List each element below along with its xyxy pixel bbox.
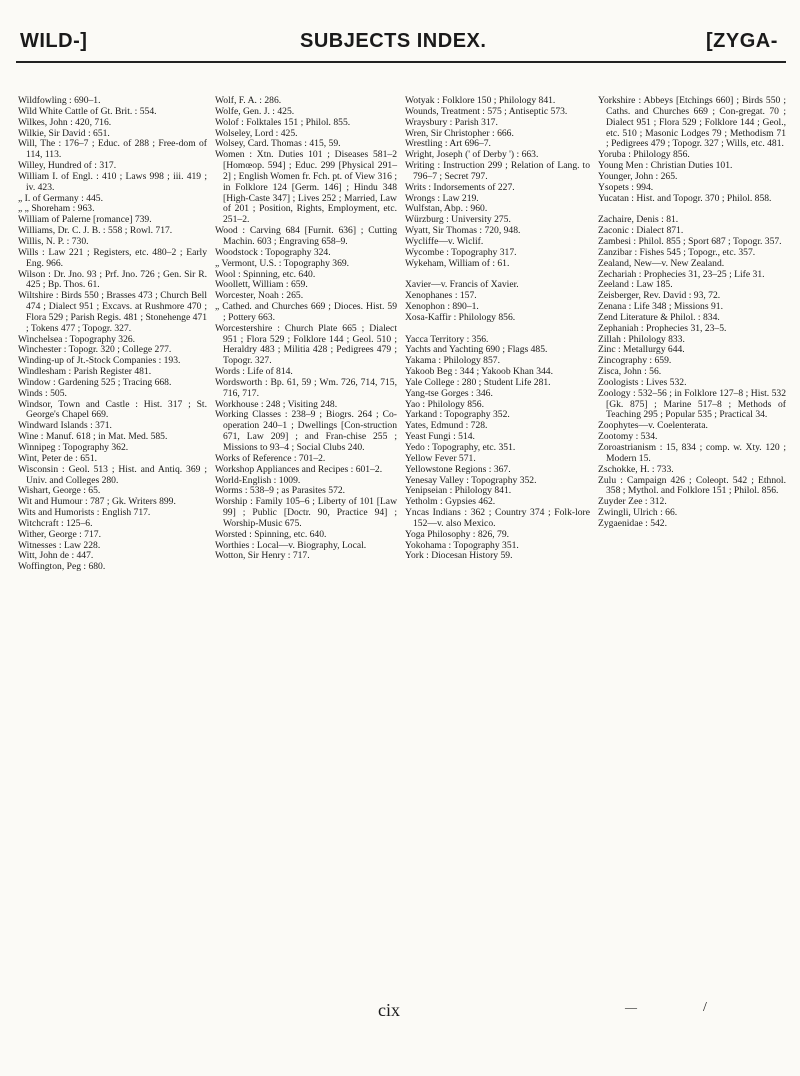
- index-entry: Wounds, Treatment : 575 ; Antiseptic 573.: [405, 105, 568, 117]
- index-entry: Wyatt, Sir Thomas : 720, 948.: [405, 225, 521, 237]
- index-entry: Woffington, Peg : 680.: [18, 561, 106, 573]
- index-entry: Wills : Law 221 ; Registers, etc. 480–2 ; Early Eng. 966.: [18, 246, 207, 269]
- index-entry: Wool : Spinning, etc. 640.: [215, 268, 316, 280]
- index-entry: Yedo : Topography, etc. 351.: [405, 442, 516, 453]
- index-entry: Zaconic : Dialect 871.: [598, 225, 684, 237]
- index-entry: Yakama : Philology 857.: [405, 355, 500, 367]
- index-entry: Windward Islands : 371.: [18, 420, 112, 432]
- index-columns: [18, 96, 786, 573]
- index-entry: Yellow Fever 571.: [405, 452, 476, 464]
- index-entry: Wild White Cattle of Gt. Brit. : 554.: [18, 105, 157, 117]
- index-column-3: [401, 96, 594, 573]
- index-entry: Woollett, William : 659.: [215, 279, 308, 291]
- index-entry: Yeast Fungi : 514.: [405, 431, 475, 443]
- index-entry: Wulfstan, Abp. : 960.: [405, 203, 488, 215]
- index-entry: Zulu : Campaign 426 ; Coleopt. 542 ; Ethnol. 358 ; Mythol. and Folklore 151 ; Philol. 856.: [598, 474, 786, 497]
- index-entry: Woodstock : Topography 324.: [215, 246, 331, 258]
- index-column-1: [18, 96, 211, 573]
- footer-mark-slash: /: [703, 1000, 707, 1015]
- index-entry: Zinc : Metallurgy 644.: [598, 344, 685, 356]
- footer-mark-dash: —: [625, 1000, 637, 1014]
- index-entry: Yenesay Valley : Topography 352.: [405, 474, 537, 486]
- index-entry: Wither, George : 717.: [18, 528, 101, 540]
- index-entry: Zincography : 659.: [598, 355, 672, 367]
- index-entry: Wood : Carving 684 [Furnit. 636] ; Cutting Machin. 603 ; Engraving 658–9.: [215, 225, 397, 247]
- index-entry: Wit and Humour : 787 ; Gk. Writers 899.: [18, 496, 176, 508]
- index-entry: Wotyak : Folklore 150 ; Philology 841.: [405, 96, 556, 106]
- index-entry: Workhouse : 248 ; Visiting 248.: [215, 398, 338, 410]
- index-entry: Wint, Peter de : 651.: [18, 452, 98, 464]
- index-entry: Words : Life of 814.: [215, 366, 293, 378]
- index-entry: Yoruba : Philology 856.: [598, 149, 690, 161]
- index-entry: Zoologists : Lives 532.: [598, 376, 687, 388]
- index-entry: Worthies : Local—v. Biography, Local.: [215, 539, 367, 551]
- index-entry: Zisca, John : 56.: [598, 366, 662, 378]
- index-entry: Winnipeg : Topography 362.: [18, 442, 129, 453]
- index-entry: Writing : Instruction 299 ; Relation of Lang. to 796–7 ; Secret 797.: [405, 160, 590, 182]
- index-entry: Wykeham, William of : 61.: [405, 257, 510, 269]
- header-title: SUBJECTS INDEX.: [300, 30, 487, 52]
- index-entry: Winchelsea : Topography 326.: [18, 333, 136, 345]
- index-entry: Worcester, Noah : 265.: [215, 290, 304, 302]
- index-entry: Yang-tse Gorges : 346.: [405, 387, 493, 399]
- index-entry: Wolof : Folktales 151 ; Philol. 855.: [215, 116, 351, 128]
- header-left-catchword: WILD-]: [20, 30, 88, 52]
- index-entry: Working Classes : 238–9 ; Biogrs. 264 ; Co-operation 240–1 ; Dwellings [Con-struction 671, Law 209] ; and Fran-chise 255 ; Missions to 93–4 ; Social Clubs 240.: [215, 409, 397, 453]
- index-entry: Wisconsin : Geol. 513 ; Hist. and Antiq. 369 ; Univ. and Colleges 280.: [18, 463, 207, 486]
- index-entry: Zygaenidae : 542.: [598, 517, 667, 529]
- index-entry: Yachts and Yachting 690 ; Flags 485.: [405, 344, 548, 356]
- index-entry: William I. of Engl. : 410 ; Laws 998 ; iii. 419 ; iv. 423.: [18, 170, 207, 193]
- index-entry: Young Men : Christian Duties 101.: [598, 160, 733, 172]
- index-entry: Yenipseian : Philology 841.: [405, 485, 512, 497]
- index-entry: Zschokke, H. : 733.: [598, 463, 674, 475]
- index-entry: Zillah : Philology 833.: [598, 333, 685, 345]
- index-entry: Zealand, New—v. New Zealand.: [598, 257, 725, 269]
- running-header: [0, 0, 800, 60]
- index-entry: Wycliffe—v. Wiclif.: [405, 235, 484, 247]
- index-entry: Wishart, George : 65.: [18, 485, 101, 497]
- index-entry: Zuyder Zee : 312.: [598, 496, 667, 508]
- index-entry: Xenophon : 890–1.: [405, 301, 479, 313]
- index-entry: Willis, N. P. : 730.: [18, 235, 89, 247]
- index-entry: Yokohama : Topography 351.: [405, 539, 519, 551]
- index-entry: Wren, Sir Christopher : 666.: [405, 127, 514, 139]
- index-entry: Zachaire, Denis : 81.: [598, 214, 679, 226]
- index-entry: Wycombe : Topography 317.: [405, 246, 517, 258]
- index-entry: Witchcraft : 125–6.: [18, 517, 93, 529]
- index-entry: Witt, John de : 447.: [18, 550, 94, 562]
- index-entry: Yacca Territory : 356.: [405, 333, 489, 345]
- index-entry: Yates, Edmund : 728.: [405, 420, 488, 432]
- index-entry: Willey, Hundred of : 317.: [18, 160, 117, 172]
- index-entry: Window : Gardening 525 ; Tracing 668.: [18, 376, 172, 388]
- index-entry: Wiltshire : Birds 550 ; Brasses 473 ; Church Bell 474 ; Dialect 951 ; Excavs. at Rushmore 470 ; Flora 529 ; Parish Regis. 481 ; Stonehenge 471 ; Tokens 477 ; Topogr. 327.: [18, 290, 207, 334]
- index-entry: Worsted : Spinning, etc. 640.: [215, 528, 327, 540]
- index-entry: Works of Reference : 701–2.: [215, 452, 326, 464]
- index-entry: Writs : Indorsements of 227.: [405, 181, 515, 193]
- index-entry: Williams, Dr. C. J. B. : 558 ; Rowl. 717.: [18, 225, 173, 237]
- index-entry: Yale College : 280 ; Student Life 281.: [405, 376, 551, 388]
- index-entry: Yellowstone Regions : 367.: [405, 463, 511, 475]
- index-entry: Wildfowling : 690–1.: [18, 96, 101, 106]
- index-entry: Zoophytes—v. Coelenterata.: [598, 420, 708, 432]
- index-entry: Wilkes, John : 420, 716.: [18, 116, 112, 128]
- index-entry: Worms : 538–9 ; as Parasites 572.: [215, 485, 346, 497]
- index-entry: Workshop Appliances and Recipes : 601–2.: [215, 463, 383, 475]
- index-entry: Windlesham : Parish Register 481.: [18, 366, 152, 378]
- index-entry: Zanzibar : Fishes 545 ; Topogr., etc. 357.: [598, 246, 756, 258]
- header-rule: [16, 61, 786, 63]
- index-entry: „ I. of Germany : 445.: [18, 192, 103, 204]
- index-entry: „ „ Shoreham : 963.: [18, 203, 95, 215]
- index-entry: Xavier—v. Francis of Xavier.: [405, 279, 519, 291]
- index-entry: Wolsey, Card. Thomas : 415, 59.: [215, 138, 341, 150]
- index-entry: Zambesi : Philol. 855 ; Sport 687 ; Topogr. 357.: [598, 235, 782, 247]
- index-entry: Zenana : Life 348 ; Missions 91.: [598, 301, 723, 313]
- index-entry: Ysopets : 994.: [598, 181, 654, 193]
- index-entry: Wolfe, Gen. J. : 425.: [215, 105, 295, 117]
- index-entry: Xenophanes : 157.: [405, 290, 477, 302]
- index-entry: Zwingli, Ulrich : 66.: [598, 507, 678, 519]
- index-entry: Yakoob Beg : 344 ; Yakoob Khan 344.: [405, 366, 554, 378]
- index-entry: Wraysbury : Parish 317.: [405, 116, 498, 128]
- index-entry: Zoology : 532–56 ; in Folklore 127–8 ; Hist. 532 [Gk. 875] ; Marine 517–8 ; Methods of Teaching 295 ; Popular 535 ; Practical 34.: [598, 387, 786, 421]
- index-entry: Wine : Manuf. 618 ; in Mat. Med. 585.: [18, 431, 168, 443]
- index-entry: Yao : Philology 856.: [405, 398, 484, 410]
- index-entry: Worship : Family 105–6 ; Liberty of 101 [Law 99] ; Public [Doctr. 90, Practice 94] ; Worship-Music 675.: [215, 496, 397, 529]
- index-entry: Wolseley, Lord : 425.: [215, 127, 298, 139]
- index-entry: Zeisberger, Rev. David : 93, 72.: [598, 290, 721, 302]
- index-entry: Zephaniah : Prophecies 31, 23–5.: [598, 322, 727, 334]
- index-entry: Xosa-Kaffir : Philology 856.: [405, 311, 516, 323]
- index-entry: Wits and Humorists : English 717.: [18, 507, 151, 519]
- index-entry: Yucatan : Hist. and Topogr. 370 ; Philol. 858.: [598, 192, 772, 204]
- header-right-catchword: [ZYGA-: [706, 30, 778, 52]
- index-entry: Zootomy : 534.: [598, 431, 658, 443]
- index-entry: York : Diocesan History 59.: [405, 550, 513, 562]
- index-entry: Women : Xtn. Duties 101 ; Diseases 581–2 [Homœop. 594] ; Educ. 299 [Physical 291–2] ; English Women fr. Fch. pt. of View 316 ; in Folklore 124 [Germ. 146] ; Hindu 348 [High-Caste 347] ; Lives 252 ; Married, Law of 201 ; Position, Rights, Employment, etc. 251–2.: [215, 149, 397, 226]
- index-entry: Wilkie, Sir David : 651.: [18, 127, 110, 139]
- index-entry: William of Palerne [romance] 739.: [18, 214, 152, 226]
- page-number: cix: [378, 1000, 400, 1020]
- index-entry: Winding-up of Jt.-Stock Companies : 193.: [18, 355, 181, 367]
- index-entry: Windsor, Town and Castle : Hist. 317 ; St. George's Chapel 669.: [18, 398, 207, 421]
- index-entry: Wilson : Dr. Jno. 93 ; Prf. Jno. 726 ; Gen. Sir R. 425 ; Bp. Thos. 61.: [18, 268, 207, 291]
- index-entry: Younger, John : 265.: [598, 170, 678, 182]
- index-entry: Zend Literature & Philol. : 834.: [598, 311, 720, 323]
- index-entry: „ Cathed. and Churches 669 ; Dioces. Hist. 59 ; Pottery 663.: [215, 301, 397, 323]
- index-entry: Will, The : 176–7 ; Educ. of 288 ; Free-dom of 114, 113.: [18, 138, 207, 161]
- index-entry: Zechariah : Prophecies 31, 23–25 ; Life 31.: [598, 268, 765, 280]
- index-entry: Zoroastrianism : 15, 834 ; comp. w. Xty. 120 ; Modern 15.: [598, 442, 786, 464]
- letter-section-gap: [405, 324, 590, 335]
- index-entry: „ Vermont, U.S. : Topography 369.: [215, 257, 350, 269]
- index-entry: Worcestershire : Church Plate 665 ; Dialect 951 ; Flora 529 ; Folklore 144 ; Geol. 510 ; Heraldry 483 ; Militia 428 ; Pedigrees 479 ; Topogr. 327.: [215, 322, 397, 367]
- index-entry: Yorkshire : Abbeys [Etchings 660] ; Birds 550 ; Caths. and Churches 669 ; Con-gregat. 70 ; Dialect 951 ; Flora 529 ; Folklore 144 ; Geol., etc. 510 ; Masonic Lodges 79 ; Methodism 71 ; Pedigrees 479 ; Topogr. 327 ; Wills, etc. 481.: [598, 96, 786, 150]
- index-entry: Winchester : Topogr. 320 ; College 277.: [18, 344, 172, 356]
- index-entry: Wolf, F. A. : 286.: [215, 96, 282, 106]
- index-entry: Wright, Joseph (' of Derby ') : 663.: [405, 149, 539, 161]
- index-entry: Wotton, Sir Henry : 717.: [215, 550, 310, 562]
- index-entry: Yoga Philosophy : 826, 79.: [405, 528, 510, 540]
- index-entry: Witnesses : Law 228.: [18, 539, 101, 551]
- index-entry: Wrongs : Law 219.: [405, 192, 479, 204]
- index-column-4: [594, 96, 786, 573]
- index-entry: Wordsworth : Bp. 61, 59 ; Wm. 726, 714, 715, 716, 717.: [215, 376, 397, 399]
- index-entry: Yetholm : Gypsies 462.: [405, 496, 496, 508]
- index-column-2: [211, 96, 401, 573]
- index-entry: Yncas Indians : 362 ; Country 374 ; Folk-lore 152—v. also Mexico.: [405, 507, 590, 529]
- index-entry: World-English : 1009.: [215, 474, 301, 486]
- index-entry: Wrestling : Art 696–7.: [405, 138, 491, 150]
- index-entry: Würzburg : University 275.: [405, 214, 511, 226]
- index-entry: Zeeland : Law 185.: [598, 279, 673, 291]
- index-entry: Winds : 505.: [18, 387, 67, 399]
- index-entry: Yarkand : Topography 352.: [405, 409, 510, 421]
